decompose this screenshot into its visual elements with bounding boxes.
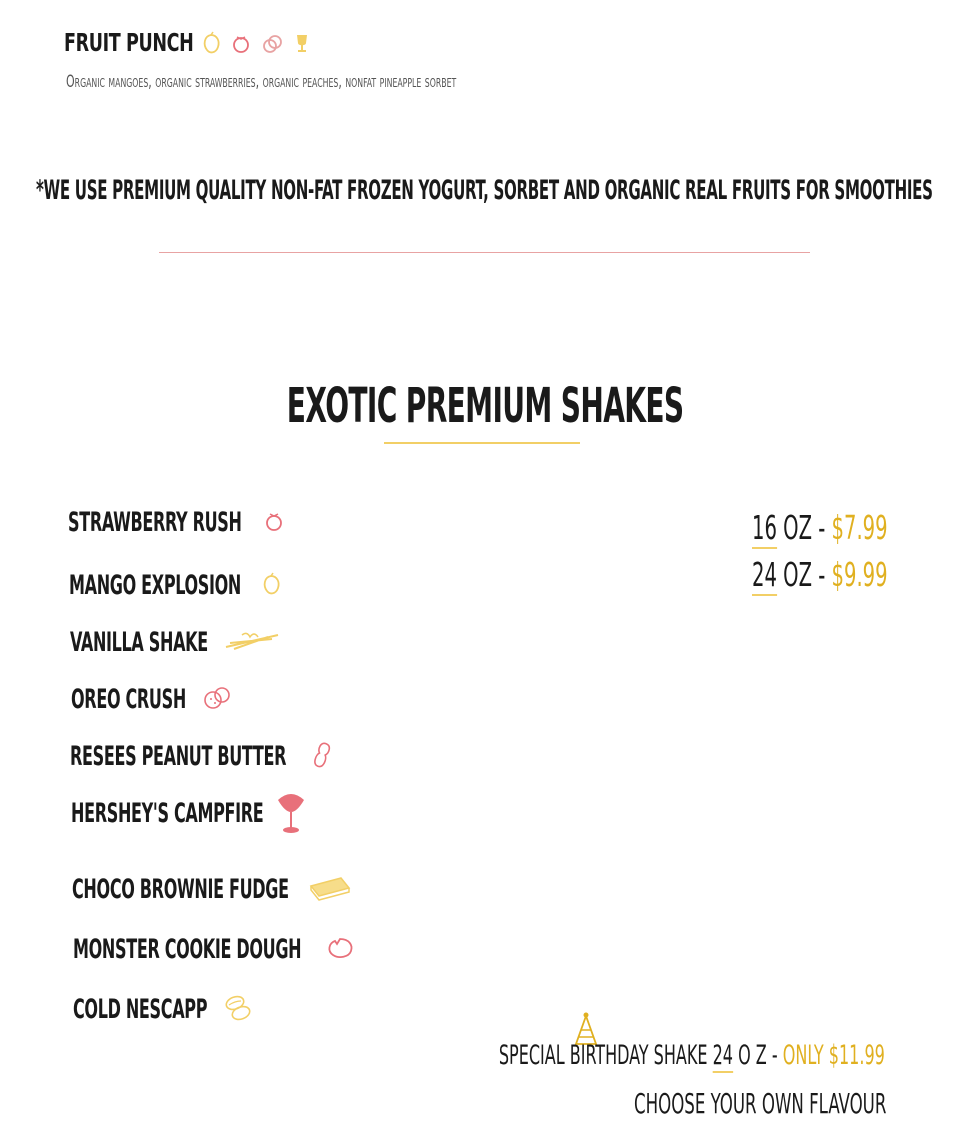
dough-icon bbox=[325, 935, 355, 965]
shake-name: MANGO EXPLOSION bbox=[69, 570, 242, 601]
brownie-icon bbox=[307, 874, 353, 906]
coffee-bean-icon bbox=[223, 993, 257, 1027]
shake-item bbox=[72, 874, 400, 905]
birthday-subtitle: CHOOSE YOUR OWN FLAVOUR bbox=[633, 1087, 886, 1120]
shake-name: OREO CRUSH bbox=[71, 684, 186, 715]
marshmallow-icon bbox=[275, 790, 307, 838]
partial-previous-item bbox=[64, 0, 364, 4]
shake-name: COLD NESCAPP bbox=[73, 994, 208, 1025]
peach-icon bbox=[260, 31, 284, 55]
mango-icon bbox=[259, 571, 283, 601]
shake-item bbox=[73, 934, 419, 965]
item-description: Organic mangoes, organic strawberries, organic peaches, nonfat pineapple sorbet bbox=[66, 72, 457, 92]
shake-name: STRAWBERRY RUSH bbox=[68, 507, 242, 538]
shake-item bbox=[70, 741, 398, 772]
peanut-icon bbox=[310, 740, 334, 774]
shake-item bbox=[71, 684, 245, 715]
shake-item bbox=[68, 507, 331, 538]
shake-name: VANILLA SHAKE bbox=[70, 627, 208, 658]
birthday-shake: SPECIAL BIRTHDAY SHAKE 24 O Z - ONLY $11.99 bbox=[498, 1040, 885, 1071]
strawberry-icon bbox=[230, 31, 252, 55]
shake-name: CHOCO BROWNIE FUDGE bbox=[72, 874, 289, 905]
strawberry-icon bbox=[262, 508, 286, 538]
shake-name: MONSTER COOKIE DOUGH bbox=[73, 934, 302, 965]
title-underline bbox=[384, 442, 580, 444]
pineapple-icon bbox=[292, 31, 312, 55]
item-icons bbox=[200, 31, 312, 55]
mango-icon bbox=[200, 31, 222, 55]
item-name: FRUIT PUNCH bbox=[64, 28, 194, 57]
section-divider bbox=[159, 252, 810, 253]
section-title: EXOTIC PREMIUM SHAKES bbox=[286, 378, 684, 434]
shake-item bbox=[71, 798, 363, 829]
shake-item bbox=[73, 994, 276, 1025]
shake-item bbox=[70, 627, 279, 658]
price-24oz: 24 OZ - $9.99 bbox=[752, 555, 888, 594]
shake-name: HERSHEY'S CAMPFIRE bbox=[71, 798, 264, 829]
cookie-icon bbox=[200, 685, 236, 715]
shake-name: RESEES PEANUT BUTTER bbox=[70, 741, 287, 772]
vanilla-icon bbox=[222, 629, 282, 657]
price-16oz: 16 OZ - $7.99 bbox=[752, 508, 888, 547]
ingredients-note: *WE USE PREMIUM QUALITY NON-FAT FROZEN YOGURT, SORBET AND ORGANIC REAL FRUITS FOR SMOOTHIES bbox=[36, 175, 933, 206]
shake-item bbox=[69, 570, 330, 601]
menu-item-fruit-punch bbox=[64, 28, 312, 57]
